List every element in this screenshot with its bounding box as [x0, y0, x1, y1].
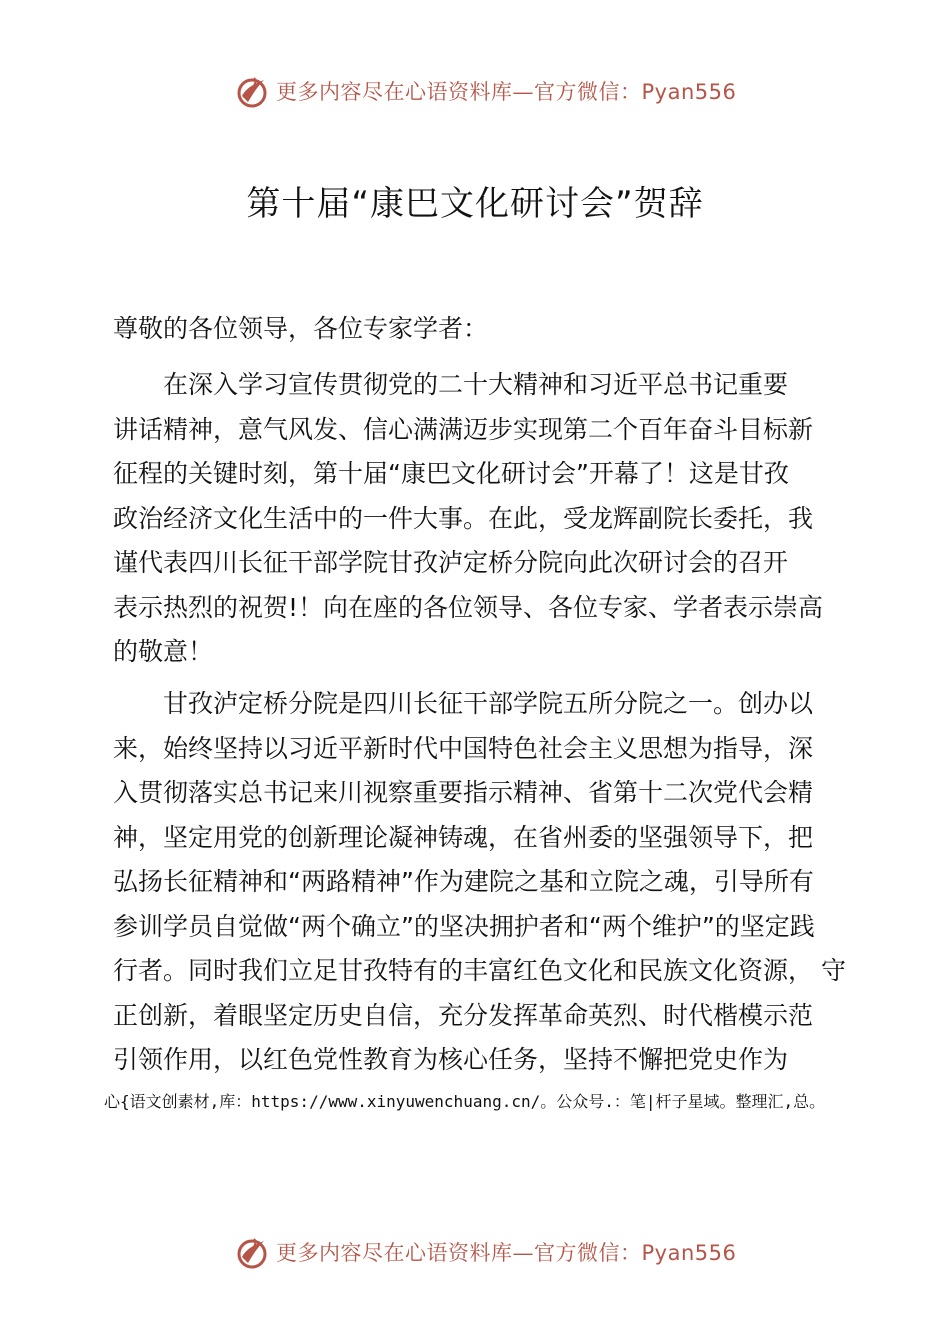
paragraph-line: 弘扬长征精神和“两路精神”作为建院之基和立院之魂，引导所有 — [113, 867, 814, 896]
paragraph-line: 正创新，着眼坚定历史自信，充分发挥革命英烈、时代楷模示范 — [113, 1000, 814, 1030]
paragraph-line: 政治经济文化生活中的一件大事。在此，受龙辉副院长委托，我 — [113, 503, 814, 533]
paragraph-line: 表示热烈的祝贺!！向在座的各位领导、各位专家、学者表示崇高 — [113, 592, 824, 622]
paragraph-line: 引领作用，以红色党性教育为核心任务，坚持不懈把党史作为 — [113, 1045, 789, 1074]
header-banner — [0, 72, 950, 112]
banner-wechat-id: Pyan556 — [641, 1241, 737, 1265]
paragraph-line: 谨代表四川长征干部学院甘孜泸定桥分院向此次研讨会的召开 — [113, 548, 789, 577]
footer-banner — [0, 1233, 950, 1273]
paragraph-line: 征程的关键时刻，第十届“康巴文化研讨会”开幕了！这是甘孜 — [113, 459, 789, 488]
paragraph-line: 来，始终坚持以习近平新时代中国特色社会主义思想为指导，深 — [113, 733, 814, 763]
brand-logo-icon — [234, 1235, 270, 1271]
banner-wechat-id: Pyan556 — [641, 80, 737, 104]
paragraph-line: 讲话精神，意气风发、信心满满迈步实现第二个百年奋斗目标新 — [113, 414, 814, 444]
banner-text — [276, 78, 736, 106]
paragraph-line: 入贯彻落实总书记来川视察重要指示精神、省第十二次党代会精 — [113, 778, 814, 807]
paragraph-line: 甘孜泸定桥分院是四川长征干部学院五所分院之一。创办以 — [113, 689, 814, 718]
greeting: 尊敬的各位领导，各位专家学者： — [113, 314, 489, 343]
paragraph-line: 参训学员自觉做“两个确立”的坚决拥护者和“两个维护”的坚定践 — [113, 911, 815, 941]
paragraph-1 — [113, 363, 833, 675]
banner-label: 更多内容尽在心语资料库—官方微信： — [276, 1241, 642, 1265]
banner-text — [276, 1239, 736, 1267]
paragraph-line: 的敬意！ — [113, 637, 214, 666]
source-note: 心{语文创素材,库：https://www.xinyuwenchuang.cn/。公众号.：笔|杆子星域。整理汇,总。 — [104, 1092, 826, 1111]
paragraph-line: 神，坚定用党的创新理论凝神铸魂，在省州委的坚强领导下，把 — [113, 822, 814, 852]
paragraph-2 — [113, 682, 846, 1083]
paragraph-line: 行者。同时我们立足甘孜特有的丰富红色文化和民族文化资源， 守 — [113, 956, 846, 985]
paragraph-line: 在深入学习宣传贯彻党的二十大精神和习近平总书记重要 — [113, 370, 789, 399]
brand-logo-icon — [234, 74, 270, 110]
banner-label: 更多内容尽在心语资料库—官方微信： — [276, 80, 642, 104]
document-title: 第十届“康巴文化研讨会”贺辞 — [246, 184, 704, 224]
